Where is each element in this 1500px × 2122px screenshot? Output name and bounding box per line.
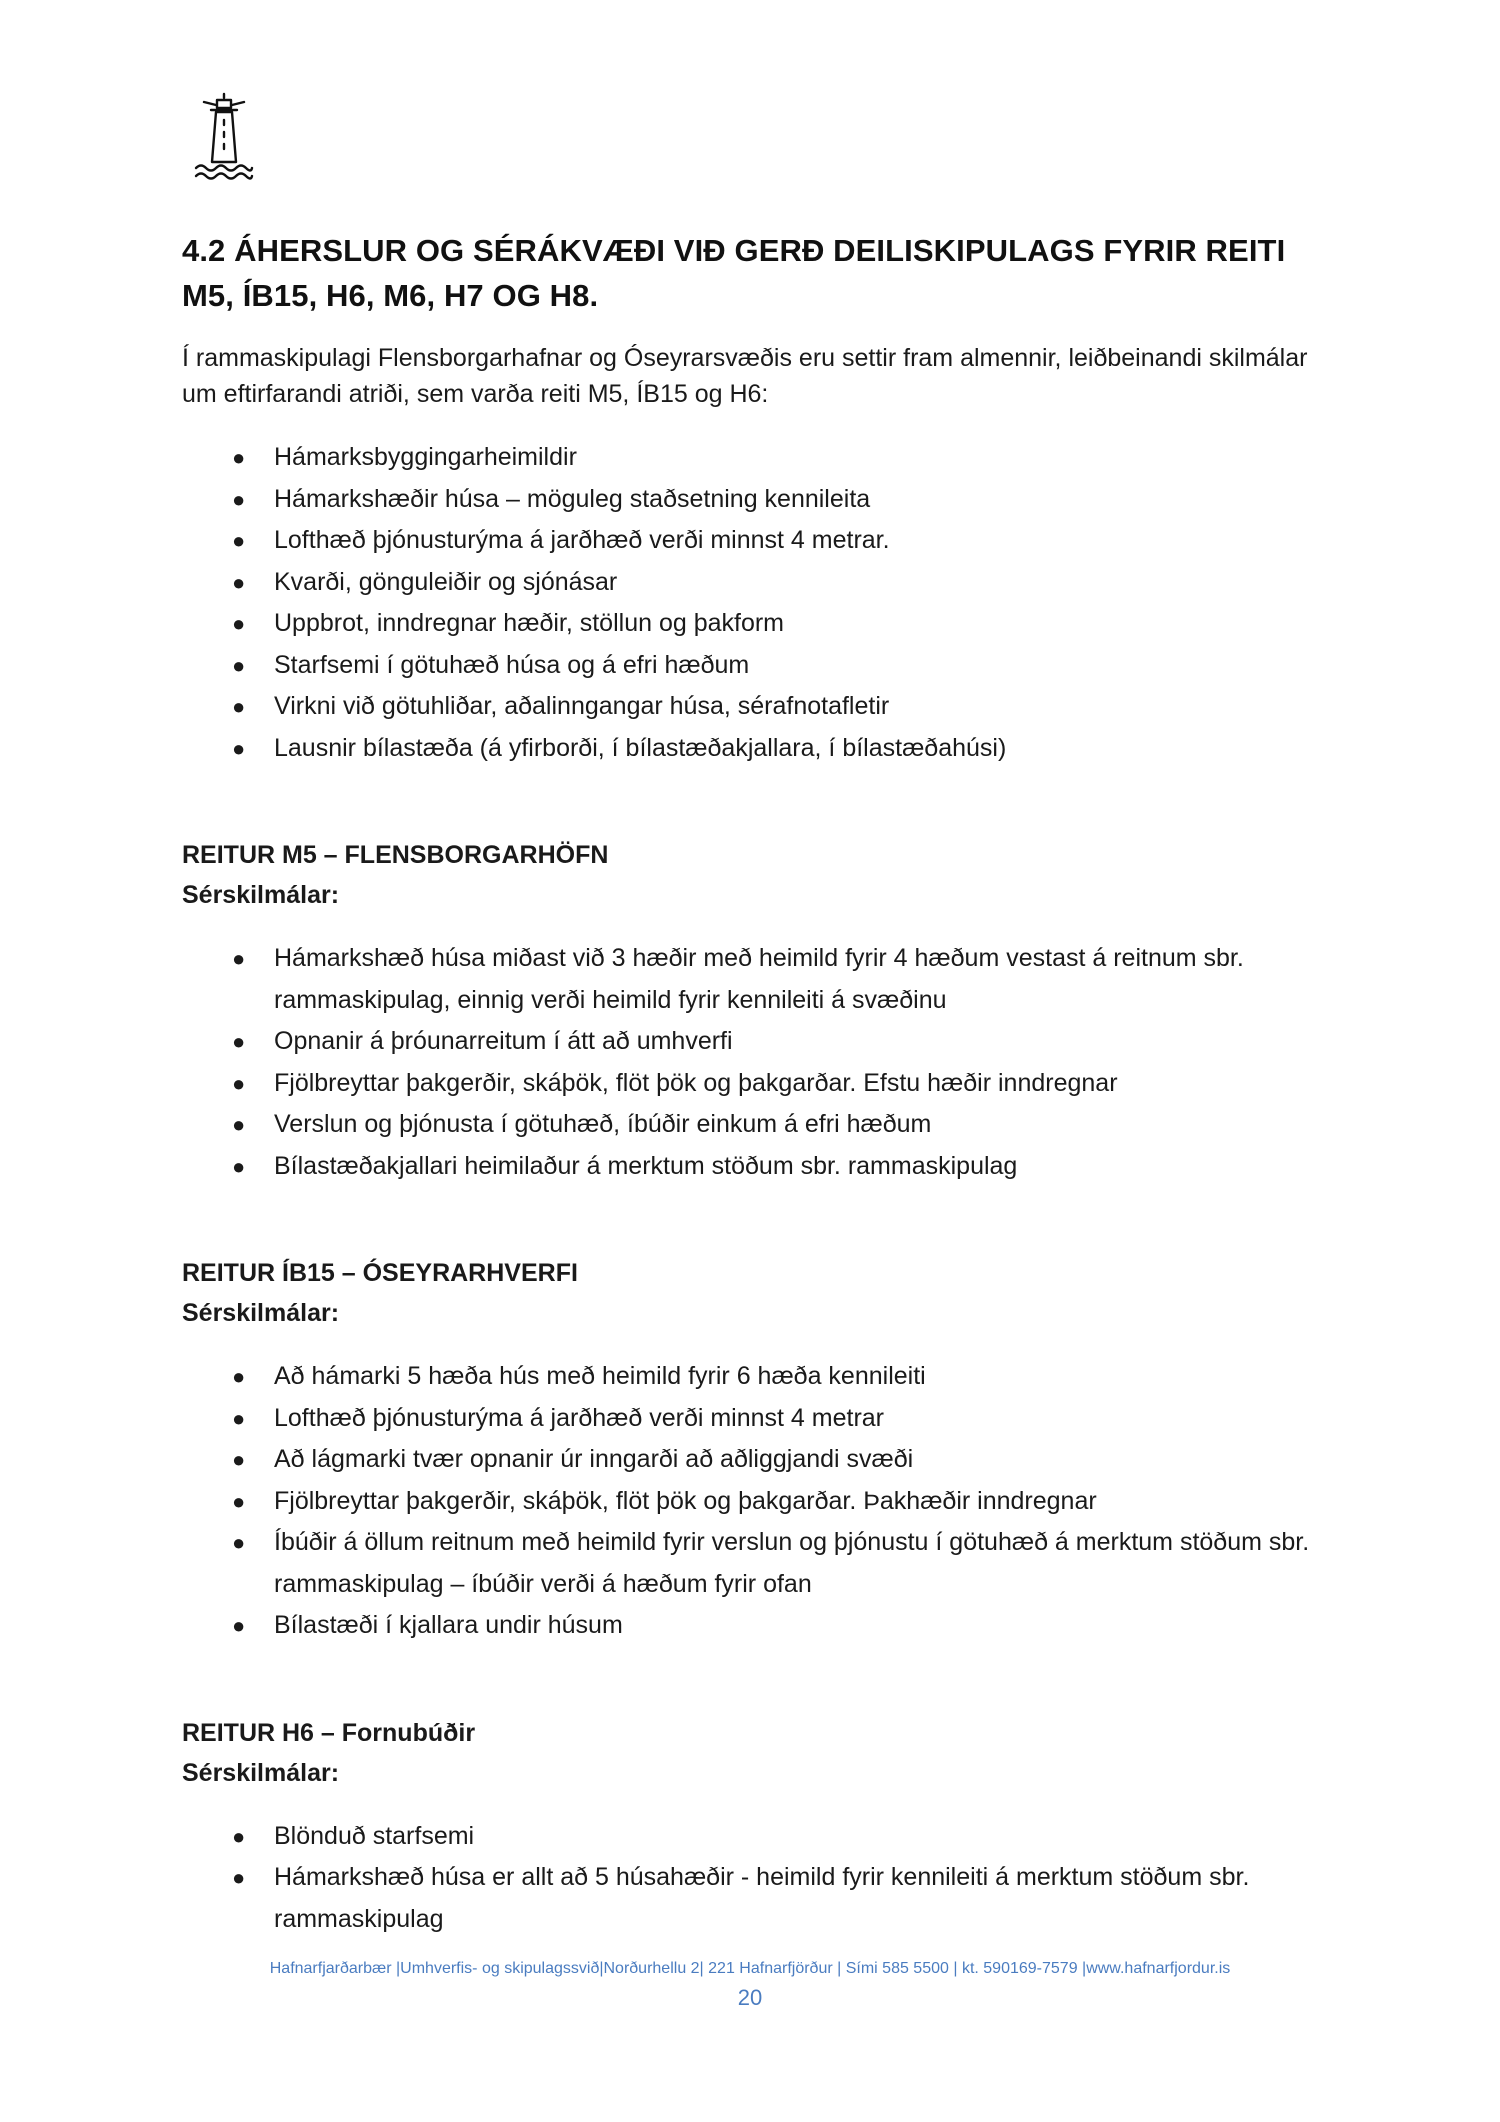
bullet-icon: ● bbox=[232, 1153, 246, 1179]
list-item: ● Kvarði, gönguleiðir og sjónásar bbox=[182, 562, 1332, 604]
bullet-icon: ● bbox=[232, 1112, 246, 1137]
section-m5 bbox=[182, 835, 1332, 1187]
section-title: REITUR H6 – Fornubúðir bbox=[182, 1718, 476, 1747]
bullet-icon: ● bbox=[232, 569, 246, 595]
list-item: ● Opnanir á þróunarreitum í átt að umhverfi bbox=[182, 1021, 1332, 1063]
list-item: ● Íbúðir á öllum reitnum með heimild fyrir verslun og þjónustu í götuhæð á merktum stöðum sbr. rammaskipulag – íbúðir verði á hæðum fyrir ofan bbox=[182, 1522, 1332, 1605]
list-item: ● Blönduð starfsemi bbox=[182, 1816, 1332, 1858]
intro-paragraph: Í rammaskipulagi Flensborgarhafnar og Óseyrarsvæðis eru settir fram almennir, leiðbeinandi skilmálar um eftirfarandi atriði, sem varða reiti M5, ÍB15 og H6: bbox=[182, 344, 1308, 408]
bullet-icon: ● bbox=[232, 1029, 246, 1054]
section-h6 bbox=[182, 1713, 1332, 1941]
bullet-icon: ● bbox=[232, 1447, 246, 1472]
section-title: REITUR ÍB15 – ÓSEYRARHVERFI bbox=[182, 1259, 578, 1287]
section-ib15 bbox=[182, 1253, 1332, 1647]
list-item: ● Fjölbreyttar þakgerðir, skáþök, flöt þök og þakgarðar. Þakhæðir inndregnar bbox=[182, 1481, 1332, 1523]
list-item: ● Hámarksbyggingarheimildir bbox=[182, 437, 1332, 479]
list-item: ● Virkni við götuhliðar, aðalinngangar húsa, sérafnotafletir bbox=[182, 686, 1332, 728]
list-item: ● Bílastæðakjallari heimilaður á merktum stöðum sbr. rammaskipulag bbox=[182, 1146, 1332, 1188]
list-item: ● Hámarkshæð húsa miðast við 3 hæðir með heimild fyrir 4 hæðum vestast á reitnum sbr. rammaskipulag, einnig verði heimild fyrir kennileiti á svæðinu bbox=[182, 938, 1332, 1021]
list-item: ● Að lágmarki tvær opnanir úr inngarði að aðliggjandi svæði bbox=[182, 1439, 1332, 1481]
bullet-icon: ● bbox=[232, 1823, 246, 1849]
bullet-icon: ● bbox=[232, 946, 246, 971]
bullet-icon: ● bbox=[232, 694, 246, 719]
bullet-icon: ● bbox=[232, 528, 246, 553]
bullet-icon: ● bbox=[232, 1488, 246, 1514]
section-bullet-list bbox=[182, 938, 1332, 1187]
bullet-icon: ● bbox=[232, 735, 246, 761]
main-content bbox=[182, 228, 1332, 1940]
list-item: ● Lausnir bílastæða (á yfirborði, í bílastæðakjallara, í bílastæðahúsi) bbox=[182, 728, 1332, 770]
bullet-icon: ● bbox=[232, 486, 246, 512]
lighthouse-icon bbox=[190, 92, 258, 188]
bullet-icon: ● bbox=[232, 1865, 246, 1890]
page-number: 20 bbox=[737, 1985, 763, 2010]
list-item: ● Að hámarki 5 hæða hús með heimild fyrir 6 hæða kennileiti bbox=[182, 1356, 1332, 1398]
section-subtitle: Sérskilmálar: bbox=[182, 881, 340, 909]
bullet-icon: ● bbox=[232, 1530, 246, 1555]
list-item: ● Hámarkshæð húsa er allt að 5 húsahæðir - heimild fyrir kennileiti á merktum stöðum sbr. rammaskipulag bbox=[182, 1857, 1332, 1940]
section-bullet-list bbox=[182, 1356, 1332, 1647]
page-footer: Hafnarfjarðarbær |Umhverfis- og skipulagssvið|Norðurhellu 2| 221 Hafnarfjörður | Sími 585 5500 | kt. 590169-7579 |www.hafnarfjordur.is bbox=[269, 1960, 1231, 1977]
list-item: ● Hámarkshæðir húsa – möguleg staðsetning kennileita bbox=[182, 479, 1332, 521]
bullet-icon: ● bbox=[232, 652, 246, 678]
bullet-icon: ● bbox=[232, 1070, 246, 1096]
list-item: ● Starfsemi í götuhæð húsa og á efri hæðum bbox=[182, 645, 1332, 687]
section-bullet-list bbox=[182, 1816, 1332, 1941]
bullet-icon: ● bbox=[232, 445, 246, 470]
list-item: ● Lofthæð þjónusturýma á jarðhæð verði minnst 4 metrar bbox=[182, 1398, 1332, 1440]
list-item: ● Uppbrot, inndregnar hæðir, stöllun og þakform bbox=[182, 603, 1332, 645]
list-item: ● Fjölbreyttar þakgerðir, skáþök, flöt þök og þakgarðar. Efstu hæðir inndregnar bbox=[182, 1063, 1332, 1105]
section-subtitle: Sérskilmálar: bbox=[182, 1299, 340, 1327]
bullet-icon: ● bbox=[232, 1364, 246, 1389]
list-item: ● Bílastæði í kjallara undir húsum bbox=[182, 1605, 1332, 1647]
intro-bullet-list bbox=[182, 437, 1332, 769]
section-title: REITUR M5 – FLENSBORGARHÖFN bbox=[182, 841, 609, 869]
section-subtitle: Sérskilmálar: bbox=[182, 1758, 340, 1787]
bullet-icon: ● bbox=[232, 611, 246, 636]
bullet-icon: ● bbox=[232, 1405, 246, 1431]
page-heading: 4.2 ÁHERSLUR OG SÉRÁKVÆÐI VIÐ GERÐ DEILISKIPULAGS FYRIR REITI M5, ÍB15, H6, M6, H7 OG H8. bbox=[182, 233, 1286, 313]
bullet-icon: ● bbox=[232, 1613, 246, 1638]
list-item: ● Lofthæð þjónusturýma á jarðhæð verði minnst 4 metrar. bbox=[182, 520, 1332, 562]
list-item: ● Verslun og þjónusta í götuhæð, íbúðir einkum á efri hæðum bbox=[182, 1104, 1332, 1146]
